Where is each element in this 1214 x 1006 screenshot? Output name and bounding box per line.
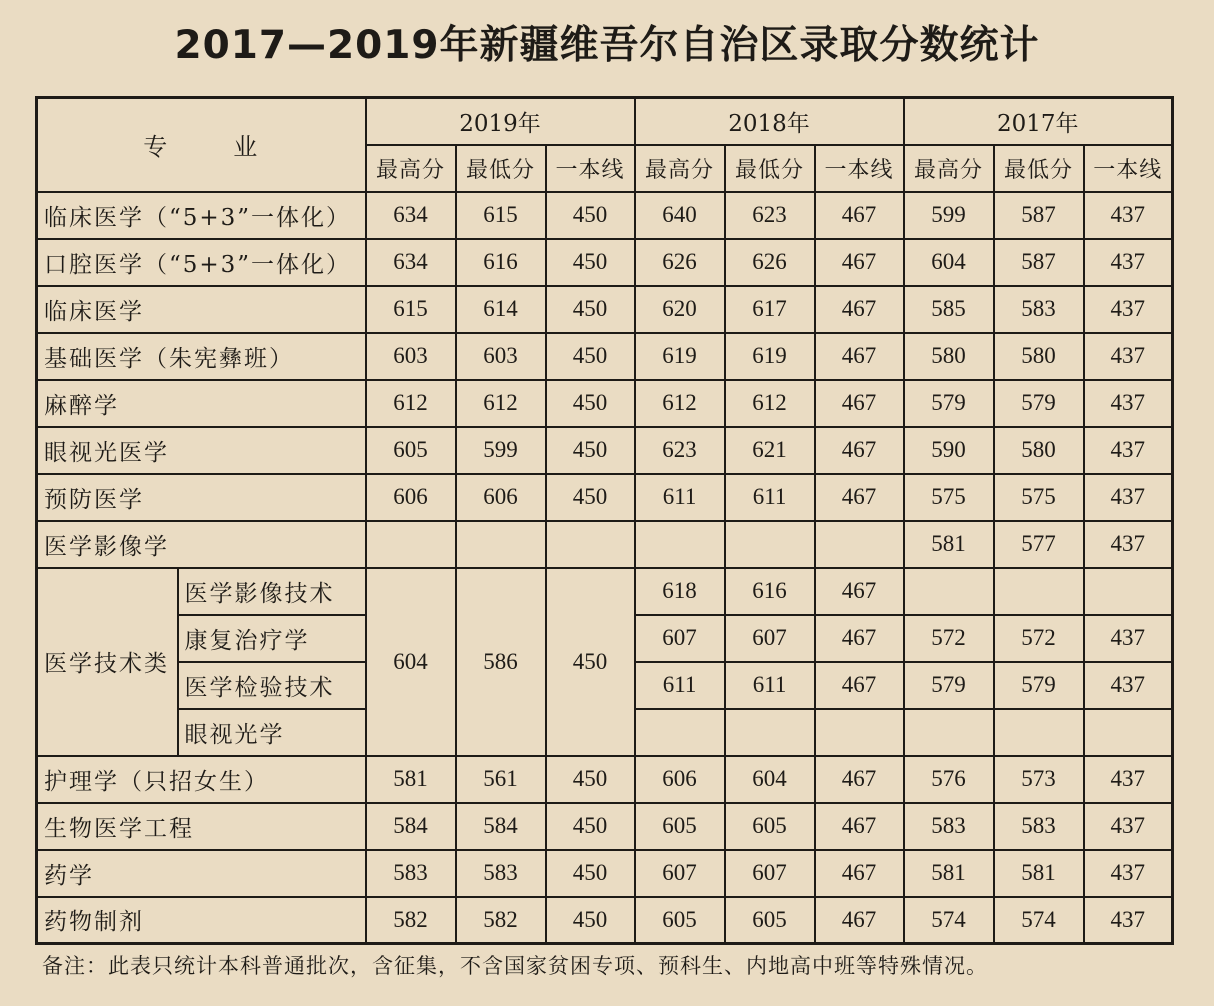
score-cell: 599 [456, 427, 546, 474]
score-cell: 450 [546, 474, 635, 521]
score-cell: 467 [815, 568, 904, 615]
group-name: 医学技术类 [37, 568, 178, 756]
major-name: 临床医学（“5+3”一体化） [37, 192, 366, 239]
subheader-2018年-0: 最高分 [635, 145, 725, 192]
score-cell: 467 [815, 192, 904, 239]
score-cell: 574 [904, 897, 994, 944]
score-cell: 467 [815, 333, 904, 380]
score-cell: 599 [904, 192, 994, 239]
score-cell: 437 [1084, 615, 1173, 662]
subheader-2017年-0: 最高分 [904, 145, 994, 192]
score-cell: 617 [725, 286, 815, 333]
score-cell: 437 [1084, 521, 1173, 568]
score-cell: 604 [725, 756, 815, 803]
score-cell [725, 709, 815, 756]
score-cell: 583 [456, 850, 546, 897]
group-2019-cell: 586 [456, 568, 546, 756]
score-cell: 450 [546, 239, 635, 286]
score-cell: 582 [456, 897, 546, 944]
subheader-2018年-2: 一本线 [815, 145, 904, 192]
score-cell: 437 [1084, 662, 1173, 709]
score-cell: 581 [994, 850, 1084, 897]
score-cell: 606 [635, 756, 725, 803]
score-cell [725, 521, 815, 568]
major-name: 临床医学 [37, 286, 366, 333]
score-cell: 450 [546, 380, 635, 427]
score-cell: 580 [994, 333, 1084, 380]
score-cell [456, 521, 546, 568]
score-cell: 607 [635, 850, 725, 897]
score-cell [815, 521, 904, 568]
score-cell: 607 [635, 615, 725, 662]
major-header-char2: 业 [233, 133, 260, 162]
score-cell: 450 [546, 850, 635, 897]
score-cell: 450 [546, 286, 635, 333]
score-cell: 437 [1084, 803, 1173, 850]
score-cell: 584 [456, 803, 546, 850]
score-cell: 605 [635, 897, 725, 944]
score-cell: 467 [815, 850, 904, 897]
score-cell: 612 [366, 380, 456, 427]
table-row [37, 333, 1173, 380]
score-cell: 575 [994, 474, 1084, 521]
score-cell [635, 709, 725, 756]
score-cell [546, 521, 635, 568]
score-cell: 437 [1084, 474, 1173, 521]
score-cell: 615 [456, 192, 546, 239]
score-cell: 604 [904, 239, 994, 286]
major-name: 预防医学 [37, 474, 366, 521]
score-cell: 580 [904, 333, 994, 380]
score-cell: 437 [1084, 333, 1173, 380]
subheader-2017年-2: 一本线 [1084, 145, 1173, 192]
score-cell: 450 [546, 897, 635, 944]
score-cell: 437 [1084, 239, 1173, 286]
score-cell: 577 [994, 521, 1084, 568]
score-cell: 626 [725, 239, 815, 286]
score-cell [635, 521, 725, 568]
score-cell: 437 [1084, 756, 1173, 803]
table-row [37, 568, 1173, 615]
table-row [37, 803, 1173, 850]
subheader-2018年-1: 最低分 [725, 145, 815, 192]
score-cell: 467 [815, 474, 904, 521]
score-cell: 583 [994, 286, 1084, 333]
subheader-2019年-2: 一本线 [546, 145, 635, 192]
score-cell: 467 [815, 897, 904, 944]
table-row [37, 521, 1173, 568]
score-cell: 583 [366, 850, 456, 897]
score-cell: 615 [366, 286, 456, 333]
score-cell: 572 [994, 615, 1084, 662]
score-cell: 612 [456, 380, 546, 427]
score-cell: 634 [366, 192, 456, 239]
score-cell [904, 568, 994, 615]
score-cell: 616 [456, 239, 546, 286]
table-row [37, 192, 1173, 239]
score-cell [904, 709, 994, 756]
score-cell: 614 [456, 286, 546, 333]
score-cell: 634 [366, 239, 456, 286]
score-cell: 580 [994, 427, 1084, 474]
major-header-char1: 专 [143, 133, 170, 162]
score-cell [1084, 568, 1173, 615]
score-cell: 605 [366, 427, 456, 474]
major-name: 药物制剂 [37, 897, 366, 944]
score-cell: 640 [635, 192, 725, 239]
score-cell: 605 [725, 803, 815, 850]
score-cell: 607 [725, 850, 815, 897]
score-cell: 621 [725, 427, 815, 474]
score-cell: 467 [815, 662, 904, 709]
score-cell: 575 [904, 474, 994, 521]
page-title: 2017—2019年新疆维吾尔自治区录取分数统计 [174, 23, 1040, 68]
sub-major-name: 医学影像技术 [178, 568, 366, 615]
score-cell: 603 [456, 333, 546, 380]
major-name: 眼视光医学 [37, 427, 366, 474]
score-cell: 605 [635, 803, 725, 850]
major-name: 护理学（只招女生） [37, 756, 366, 803]
major-name: 麻醉学 [37, 380, 366, 427]
score-cell [815, 709, 904, 756]
score-cell: 450 [546, 192, 635, 239]
score-cell: 437 [1084, 380, 1173, 427]
score-cell: 605 [725, 897, 815, 944]
score-cell: 626 [635, 239, 725, 286]
score-cell: 467 [815, 380, 904, 427]
table-row [37, 756, 1173, 803]
table-row [37, 239, 1173, 286]
score-cell: 583 [904, 803, 994, 850]
major-name: 口腔医学（“5+3”一体化） [37, 239, 366, 286]
score-cell: 579 [904, 662, 994, 709]
score-cell: 574 [994, 897, 1084, 944]
score-cell: 607 [725, 615, 815, 662]
score-cell: 618 [635, 568, 725, 615]
major-name: 药学 [37, 850, 366, 897]
score-cell [994, 568, 1084, 615]
score-cell: 467 [815, 756, 904, 803]
subheader-2017年-1: 最低分 [994, 145, 1084, 192]
score-cell: 590 [904, 427, 994, 474]
score-cell: 611 [725, 474, 815, 521]
score-cell: 587 [994, 192, 1084, 239]
score-cell: 611 [725, 662, 815, 709]
table-row [37, 850, 1173, 897]
major-header [37, 98, 366, 192]
score-cell: 450 [546, 427, 635, 474]
score-cell: 606 [456, 474, 546, 521]
score-cell [994, 709, 1084, 756]
score-cell: 561 [456, 756, 546, 803]
major-name: 医学影像学 [37, 521, 366, 568]
score-cell: 437 [1084, 286, 1173, 333]
group-2019-cell: 450 [546, 568, 635, 756]
sub-major-name: 医学检验技术 [178, 662, 366, 709]
sub-major-name: 眼视光学 [178, 709, 366, 756]
year-header-2018: 2018年 [635, 98, 904, 145]
score-cell: 582 [366, 897, 456, 944]
score-cell: 583 [994, 803, 1084, 850]
score-cell: 611 [635, 662, 725, 709]
score-cell: 579 [994, 380, 1084, 427]
subheader-2019年-1: 最低分 [456, 145, 546, 192]
score-cell: 437 [1084, 850, 1173, 897]
sub-major-name: 康复治疗学 [178, 615, 366, 662]
score-cell: 611 [635, 474, 725, 521]
score-cell: 620 [635, 286, 725, 333]
score-cell: 467 [815, 427, 904, 474]
major-name: 生物医学工程 [37, 803, 366, 850]
score-cell: 437 [1084, 427, 1173, 474]
subheader-2019年-0: 最高分 [366, 145, 456, 192]
score-cell: 576 [904, 756, 994, 803]
score-cell: 581 [904, 850, 994, 897]
score-cell: 579 [994, 662, 1084, 709]
score-cell: 612 [725, 380, 815, 427]
score-cell: 579 [904, 380, 994, 427]
score-cell: 585 [904, 286, 994, 333]
score-cell: 623 [635, 427, 725, 474]
table-row [37, 427, 1173, 474]
group-2019-cell: 604 [366, 568, 456, 756]
score-cell: 606 [366, 474, 456, 521]
score-cell: 572 [904, 615, 994, 662]
score-cell: 450 [546, 803, 635, 850]
score-cell: 467 [815, 803, 904, 850]
score-cell [1084, 709, 1173, 756]
score-cell: 612 [635, 380, 725, 427]
score-cell: 587 [994, 239, 1084, 286]
score-table [35, 96, 1174, 945]
score-cell: 603 [366, 333, 456, 380]
table-row [37, 897, 1173, 944]
score-cell: 619 [635, 333, 725, 380]
score-cell: 467 [815, 286, 904, 333]
table-row [37, 380, 1173, 427]
score-cell: 437 [1084, 192, 1173, 239]
score-cell: 450 [546, 756, 635, 803]
score-cell: 616 [725, 568, 815, 615]
score-cell: 584 [366, 803, 456, 850]
score-cell: 573 [994, 756, 1084, 803]
score-cell: 467 [815, 239, 904, 286]
score-cell: 581 [366, 756, 456, 803]
score-cell: 581 [904, 521, 994, 568]
score-cell [366, 521, 456, 568]
table-row [37, 286, 1173, 333]
year-header-2017: 2017年 [904, 98, 1173, 145]
year-header-2019: 2019年 [366, 98, 635, 145]
footnote: 备注：此表只统计本科普通批次，含征集，不含国家贫困专项、预科生、内地高中班等特殊情况。 [42, 954, 988, 978]
score-cell: 623 [725, 192, 815, 239]
score-cell: 437 [1084, 897, 1173, 944]
table-row [37, 474, 1173, 521]
major-name: 基础医学（朱宪彝班） [37, 333, 366, 380]
score-cell: 450 [546, 333, 635, 380]
score-cell: 619 [725, 333, 815, 380]
score-cell: 467 [815, 615, 904, 662]
